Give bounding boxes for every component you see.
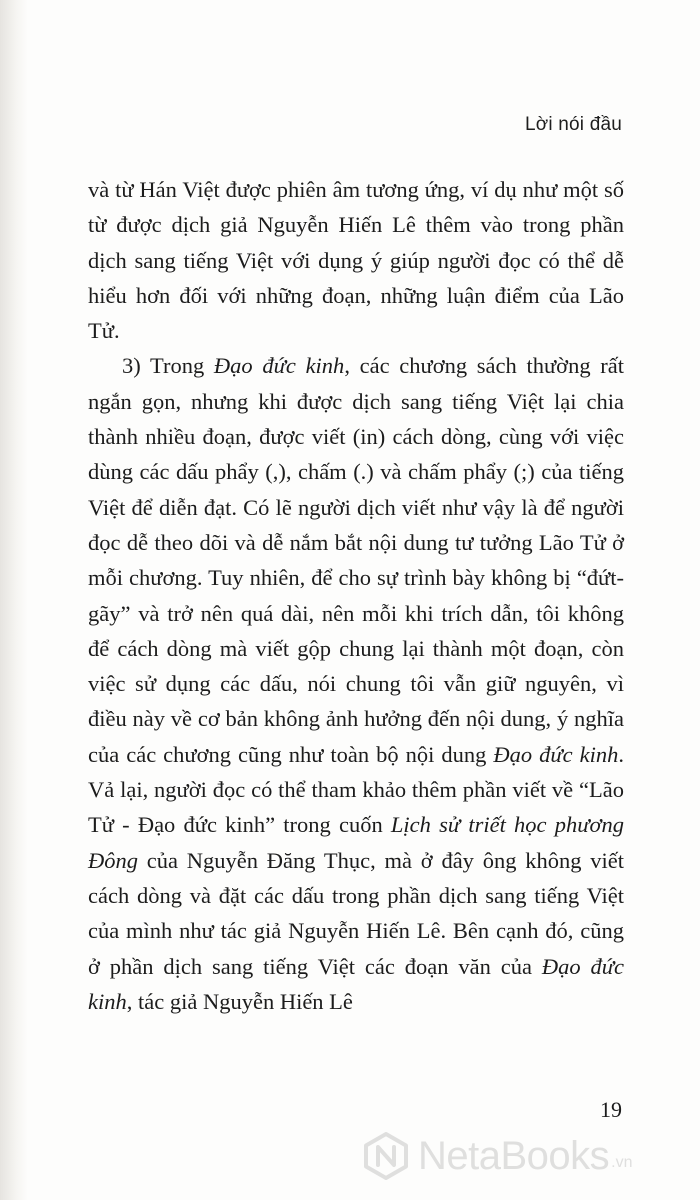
book-title-italic: Đạo đức kinh [493, 741, 619, 767]
running-head: Lời nói đầu [524, 114, 622, 135]
paragraph-point-3 [88, 348, 624, 1019]
page-number: 19 [600, 1097, 622, 1122]
page-gutter-shadow [0, 0, 28, 1200]
text-run: , các chương sách thường rất ngắn gọn, nhưng khi được dịch sang tiếng Việt lại chia thành nhiều đoạn, được viết (in) cách dòng, cùng với việc dùng các dấu phẩy (,), chấm (.) và chấm phẩy (;) của tiếng Việt để diễn đạt. Có lẽ người dịch viết như vậy là để người đọc dễ theo dõi và dễ nắm bắt nội dung tư tưởng Lão Tử ở mỗi chương. Tuy nhiên, để cho sự trình bày không bị “đứt-gãy” và trở nên quá dài, nên mỗi khi trích dẫn, tôi không để cách dòng mà viết gộp chung lại thành một đoạn, còn việc sử dụng các dấu, nói chung tôi vẫn giữ nguyên, vì điều này về cơ bản không ảnh hưởng đến nội dung, ý nghĩa của các chương cũng như toàn bộ nội dung [88, 353, 624, 767]
text-run: 3) Trong [122, 353, 214, 379]
text-run: của Nguyễn Đăng Thục, mà ở đây ông không viết cách dòng và đặt các dấu trong phần dịch sang tiếng Việt của mình như tác giả Nguyễn Hiến Lê. Bên cạnh đó, cũng ở phần dịch sang tiếng Việt các đoạn văn của [88, 847, 624, 979]
watermark-text: NetaBooks [418, 1134, 610, 1178]
paragraph-continuation: và từ Hán Việt được phiên âm tương ứng, ví dụ như một số từ được dịch giả Nguyễn Hiến Lê thêm vào trong phần dịch sang tiếng Việt với dụng ý giúp người đọc có thể dễ hiểu hơn đối với những đoạn, những luận điểm của Lão Tử. [88, 177, 624, 344]
watermark [362, 1128, 633, 1184]
book-title-italic: Đạo đức kinh [213, 353, 345, 379]
book-title-italic: Đạo đức kinh [88, 953, 624, 1014]
text-run: , tác giả Nguyễn Hiến Lê [126, 988, 353, 1014]
text-run: . Vả lại, người đọc có thể tham khảo thêm phần viết về “Lão Tử - Đạo đức kinh” trong cuốn [88, 741, 624, 838]
body-text [88, 172, 624, 1019]
watermark-suffix: .vn [611, 1154, 633, 1171]
netabooks-logo-icon [362, 1132, 410, 1180]
book-title-italic: Lịch sử triết học phương Đông [88, 812, 624, 873]
